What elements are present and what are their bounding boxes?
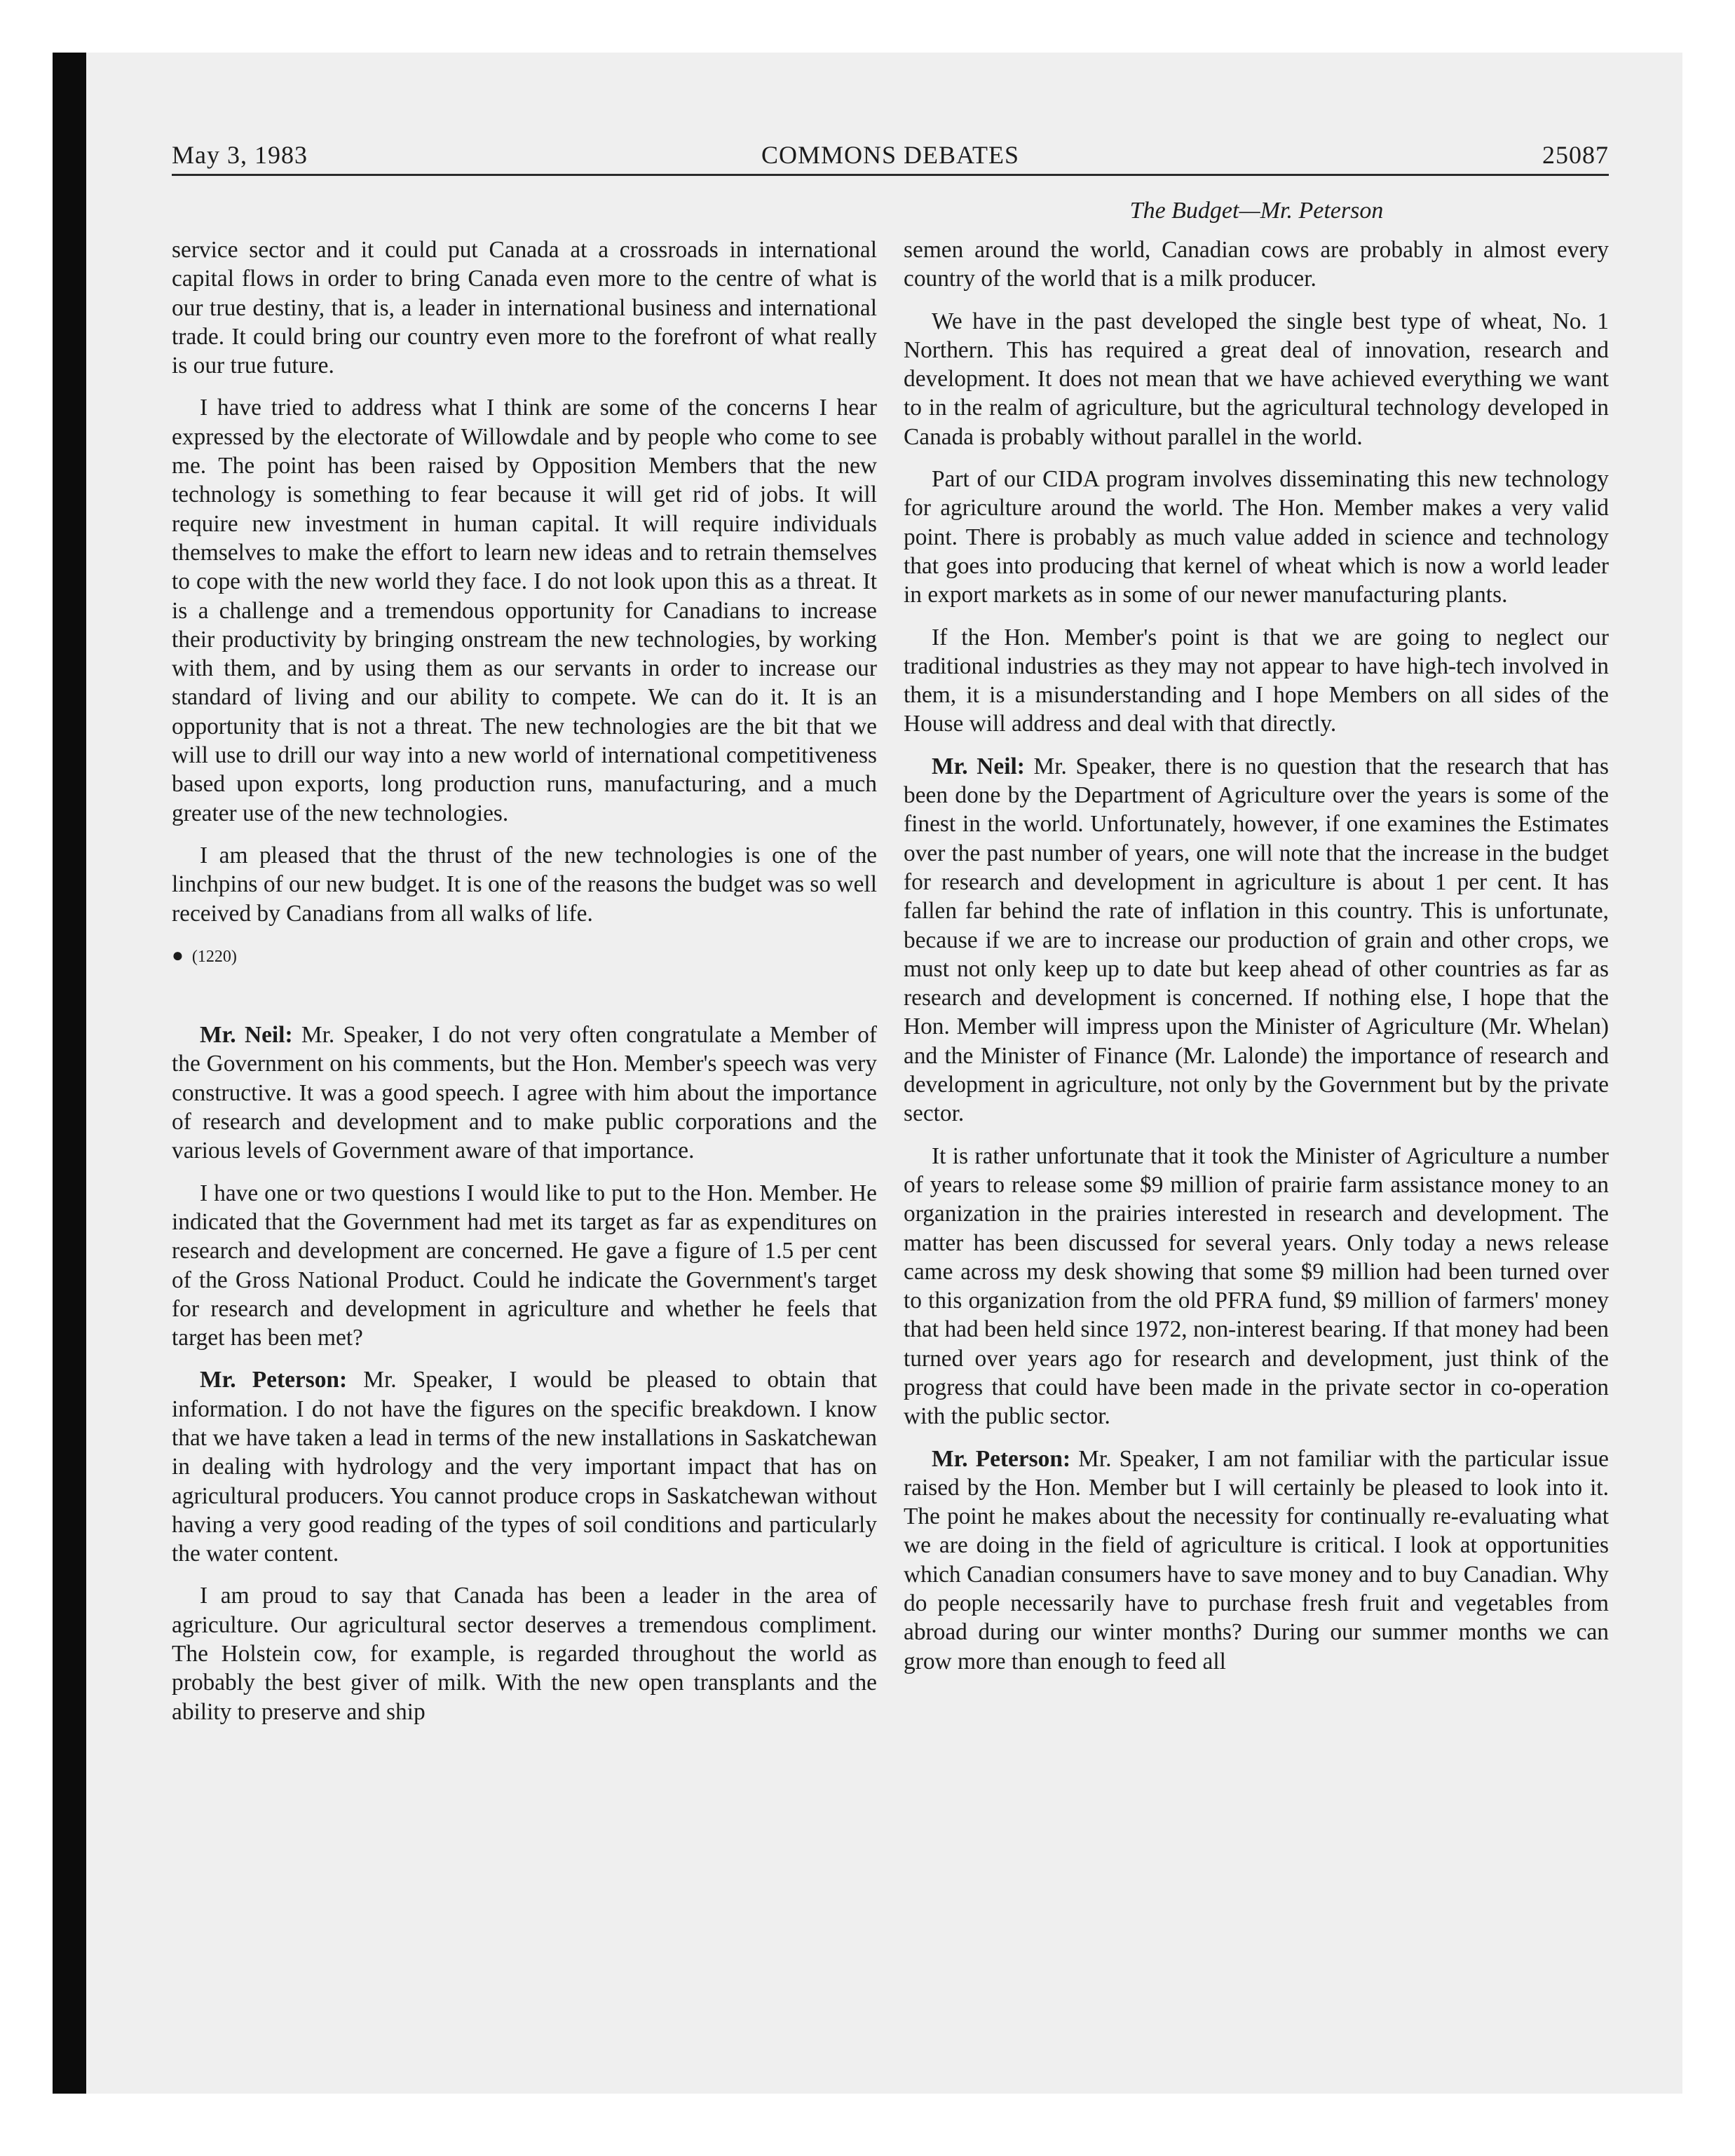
paragraph: I am pleased that the thrust of the new technologies is one of the linchpins of our new budget. It is one of the reasons the budget was so well received by Canadians from all walks of life. [172, 842, 877, 927]
header-date: May 3, 1983 [172, 141, 308, 169]
speaker-name: Mr. Neil: [200, 1022, 293, 1049]
speech-text: Mr. Speaker, there is no question that the research that has been done by the Department of Agriculture over the years is some of the finest in the world. Unfortunately, however, if one examines the Estimates over the past number of years, one will note that the increase in the budget for research and development in agriculture is about 1 per cent. It has fallen far behind the rate of inflation in this country. This is unfortunate, because if we are to increase our production of grain and other crops, we must not only keep up to date but keep ahead of other countries as far as research and development is concerned. If nothing else, I hope that the Hon. Member will impress upon the Minister of Agriculture (Mr. Whelan) and the Minister of Finance (Mr. Lalonde) the importance of research and development in agriculture, not only by the Government but by the private sector. [904, 753, 1609, 1127]
header-page-number: 25087 [1542, 141, 1609, 169]
speaker-name: Mr. Peterson: [932, 1445, 1071, 1472]
left-column [172, 236, 877, 1740]
paragraph: service sector and it could put Canada at a crossroads in international capital flows in order to bring Canada even more to the centre of what is our true destiny, that is, a leader in international business and international trade. It could bring our country even more to the forefront of what really is our true future. [172, 237, 877, 379]
timestamp-marker [172, 941, 877, 971]
speaker-name: Mr. Peterson: [200, 1367, 348, 1393]
speech-text: Mr. Speaker, I would be pleased to obtain that information. I do not have the figures on the specific breakdown. I know that we have taken a lead in terms of the new installations in Saskatchewan in dealing with hydrology and the very important impact that has on agricultural producers. You cannot produce crops in Saskatchewan without having a very good reading of the types of soil conditions and particularly the water content. [172, 1367, 877, 1567]
scan-margin-bar [53, 53, 86, 2094]
paragraph: If the Hon. Member's point is that we are going to neglect our traditional industries as they may not appear to have high-tech involved in them, it is a misunderstanding and I hope Members on all sides of the House will address and deal with that directly. [904, 624, 1609, 737]
paragraph [904, 752, 1609, 1128]
page-header [172, 140, 1609, 175]
right-column [904, 236, 1609, 1689]
bullet-icon: ● [172, 944, 184, 967]
speaker-name: Mr. Neil: [932, 753, 1025, 779]
header-publication: COMMONS DEBATES [761, 141, 1020, 169]
paragraph: I have one or two questions I would like to put to the Hon. Member. He indicated that the Government had met its target as far as expenditures on research and development are concerned. He gave a figure of 1.5 per cent of the Gross National Product. Could he indicate the Government's target for research and development in agriculture and whether he feels that target has been met? [172, 1180, 877, 1351]
speech-text: Mr. Speaker, I do not very often congratulate a Member of the Government on his comments, but the Hon. Member's speech was very constructive. It was a good speech. I agree with him about the importance of research and development and to make public corporations and the various levels of Government aware of that importance. [172, 1022, 877, 1164]
paragraph [904, 1445, 1609, 1676]
paragraph [172, 1365, 877, 1568]
speech-text: Mr. Speaker, I am not familiar with the particular issue raised by the Hon. Member but I will certainly be pleased to look into it. The point he makes about the necessity for continually re-evaluating what we are doing in the field of agriculture is critical. I look at opportunities which Canadian consumers have to save money and to buy Canadian. Why do people necessarily have to purchase fresh fruit and vegetables from abroad during our winter months? During our summer months we can grow more than enough to feed all [904, 1445, 1609, 1674]
paragraph: I am proud to say that Canada has been a leader in the area of agriculture. Our agricultural sector deserves a tremendous compliment. The Holstein cow, for example, is regarded throughout the world as probably the best giver of milk. With the new open transplants and the ability to preserve and ship [172, 1583, 877, 1725]
paragraph: Part of our CIDA program involves disseminating this new technology for agriculture around the world. The Hon. Member makes a very valid point. There is probably as much value added in science and technology that goes into producing that kernel of wheat which is now a world leader in export markets as in some of our newer manufacturing plants. [904, 466, 1609, 608]
paragraph: It is rather unfortunate that it took the Minister of Agriculture a number of years to release some $9 million of prairie farm assistance money to an organization in the prairies interested in research and development. The matter has been discussed for several years. Only today a news release came across my desk showing that some $9 million had been turned over to this organization from the old PFRA fund, $9 million of farmers' money that had been held since 1972, non-interest bearing. If that money had been turned over years ago for research and development, just think of the progress that could have been made in the private sector in co-operation with the public sector. [904, 1142, 1609, 1430]
running-title: The Budget—Mr. Peterson [1129, 198, 1384, 224]
paragraph: We have in the past developed the single best type of wheat, No. 1 Northern. This has required a great deal of innovation, research and development. It does not mean that we have achieved everything we want to in the realm of agriculture, but the agricultural technology developed in Canada is probably without parallel in the world. [904, 308, 1609, 450]
paragraph: semen around the world, Canadian cows are probably in almost every country of the world that is a milk producer. [904, 237, 1609, 292]
paragraph: I have tried to address what I think are some of the concerns I hear expressed by the electorate of Willowdale and by people who come to see me. The point has been raised by Opposition Members that the new technology is something to fear because it will get rid of jobs. It will require new investment in human capital. It will require individuals themselves to make the effort to learn new ideas and to retrain themselves to cope with the new world they face. I do not look upon this as a threat. It is a challenge and a tremendous opportunity for Canadians to increase their productivity by bringing onstream the new technologies, by working with them, and by using them as our servants in order to increase our standard of living and our ability to compete. We can do it. It is an opportunity that is not a threat. The new technologies are the bit that we will use to drill our way into a new world of international competitiveness based upon exports, long production runs, manufacturing, and a much greater use of the new technologies. [172, 395, 877, 826]
paragraph [172, 1021, 877, 1165]
timestamp-text: (1220) [191, 947, 237, 966]
header-rule [172, 174, 1609, 176]
